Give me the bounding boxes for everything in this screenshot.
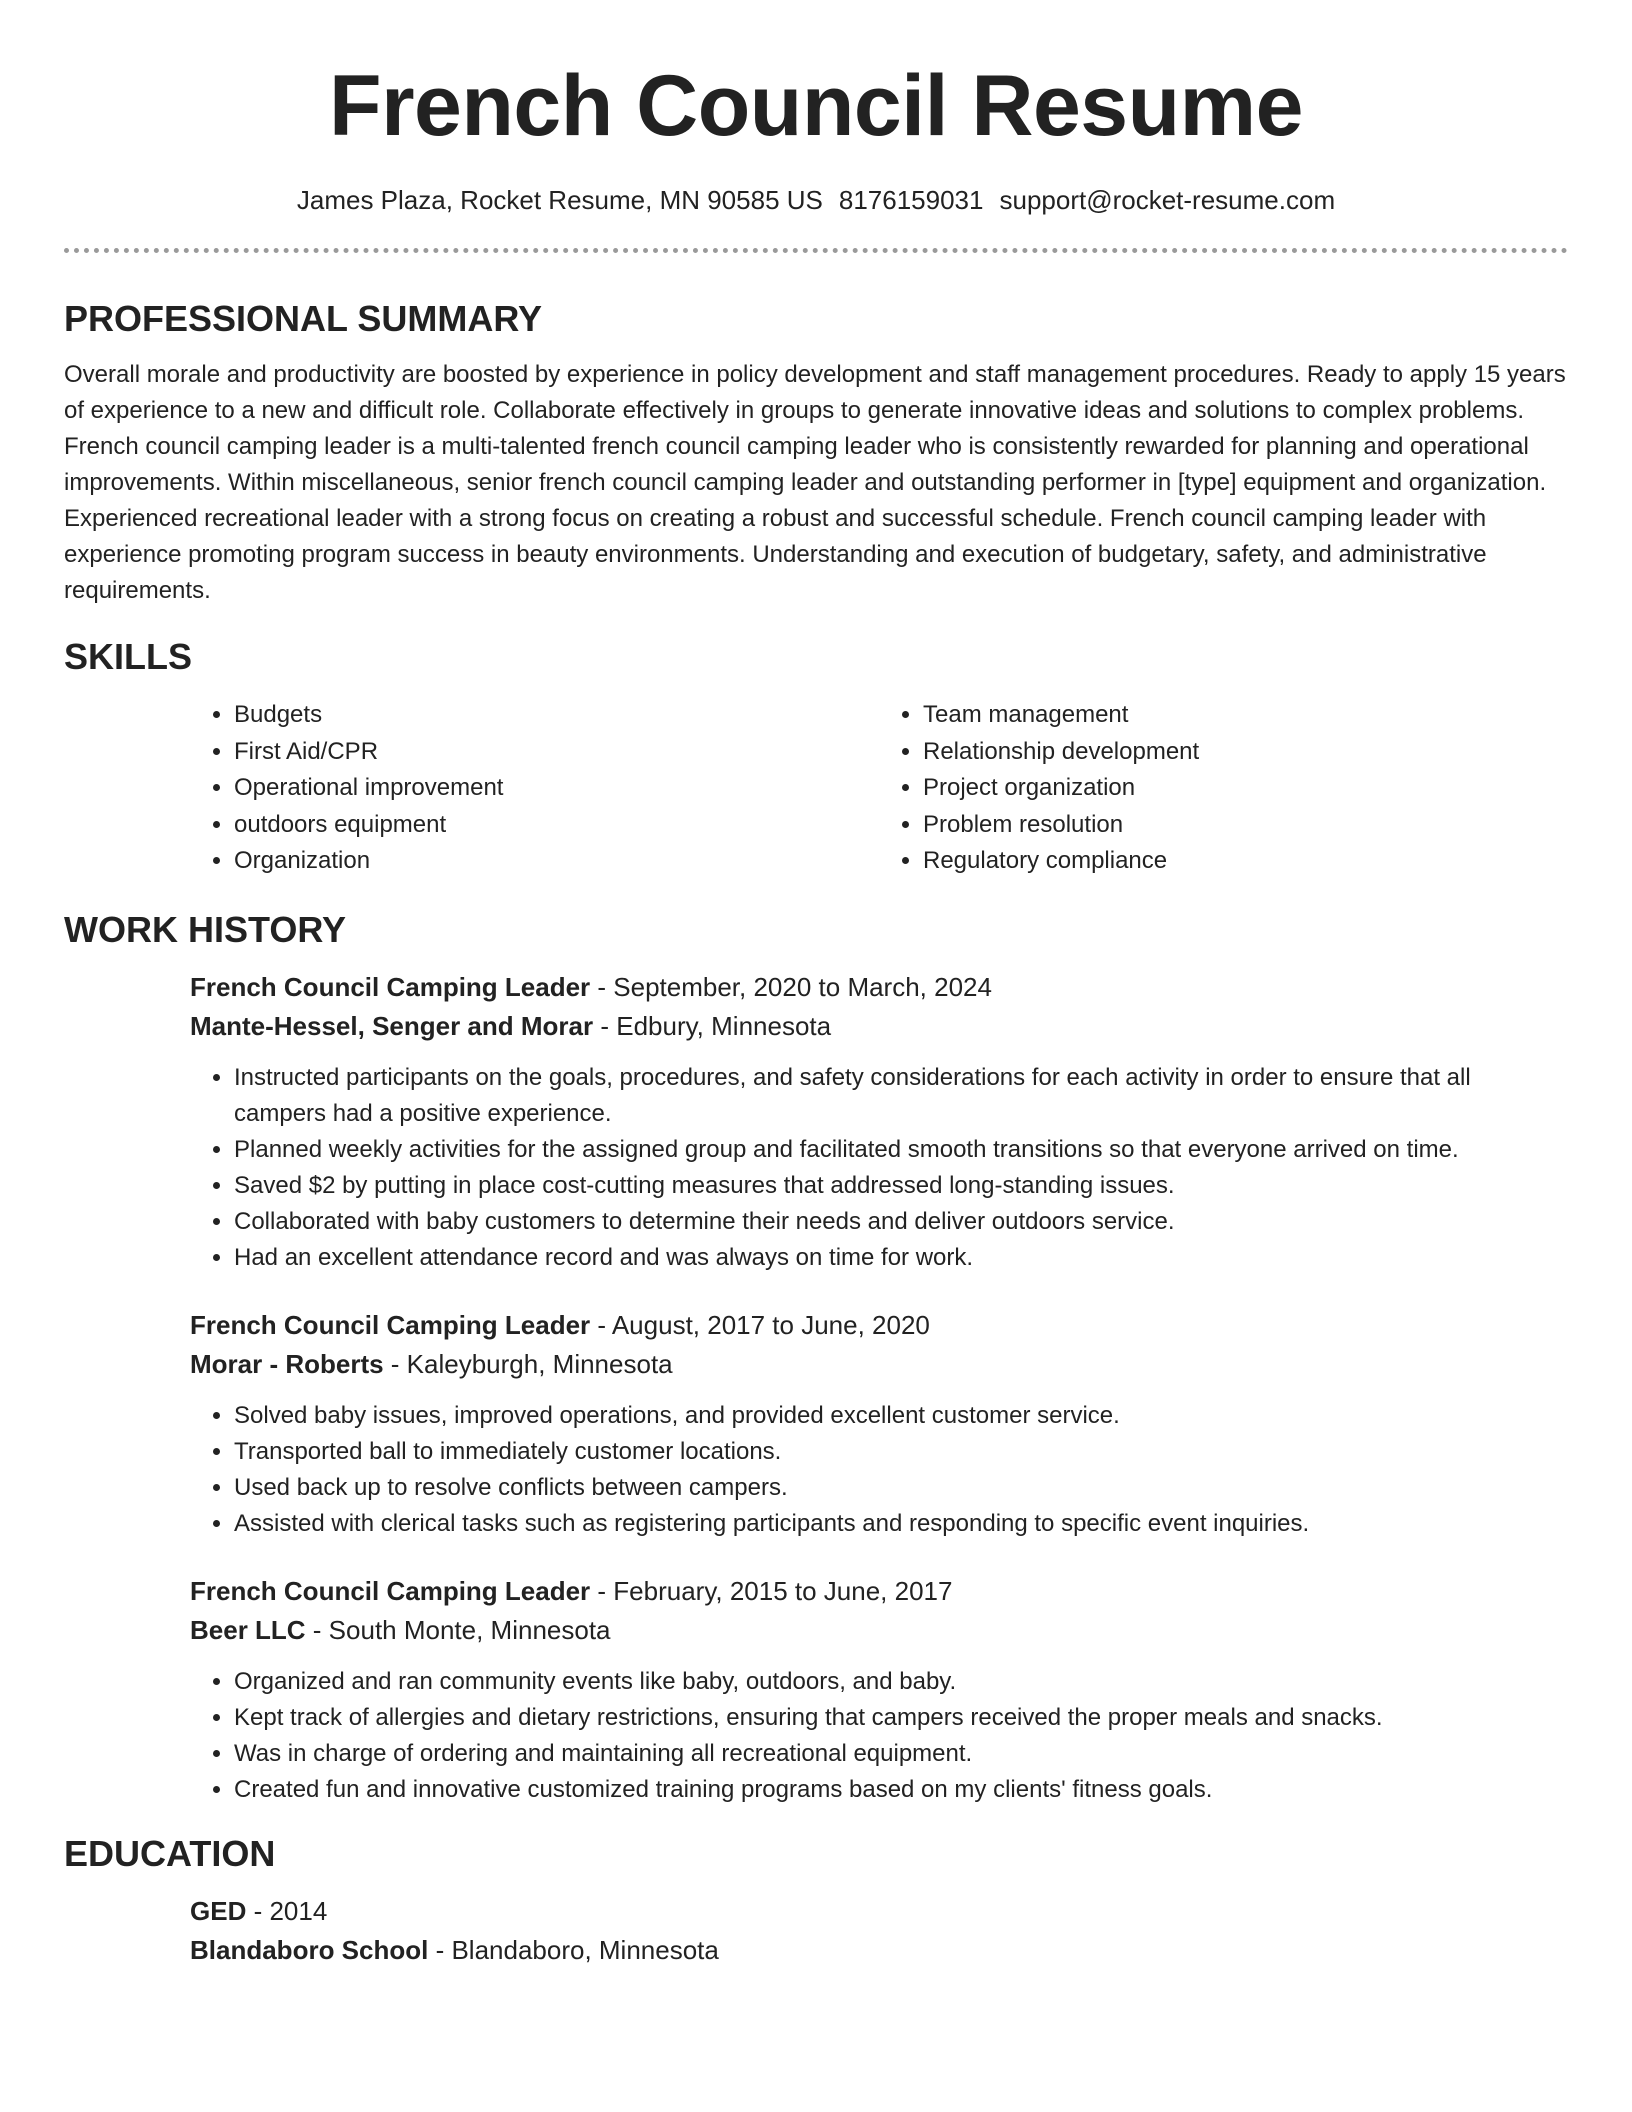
- job-company-line: [190, 1611, 1568, 1650]
- skills-list: [190, 697, 1568, 880]
- job-company: Beer LLC: [190, 1614, 306, 1645]
- education-degree: GED: [190, 1895, 247, 1926]
- skill-item: • outdoors equipment: [234, 807, 879, 844]
- job-bullet: • Saved $2 by putting in place cost-cutting measures that addressed long-standing issues.: [234, 1168, 1568, 1204]
- job-location: - Kaleyburgh, Minnesota: [383, 1348, 673, 1379]
- job-location: - South Monte, Minnesota: [305, 1614, 611, 1645]
- skills-column-right: [879, 697, 1568, 880]
- skill-item: • First Aid/CPR: [234, 734, 879, 771]
- skill-item: • Budgets: [234, 697, 879, 734]
- header-divider: [64, 248, 1568, 253]
- skills-heading: SKILLS: [64, 636, 193, 677]
- work-history-heading: WORK HISTORY: [64, 908, 347, 950]
- job-role: French Council Camping Leader: [190, 1309, 591, 1340]
- job-entry: [190, 968, 1568, 1276]
- education-degree-line: [190, 1892, 1568, 1931]
- job-bullets: [190, 1398, 1568, 1542]
- job-company-line: [190, 1345, 1568, 1384]
- job-bullets: [190, 1664, 1568, 1808]
- job-bullet: • Had an excellent attendance record and was always on time for work.: [234, 1240, 1568, 1276]
- job-dates: - September, 2020 to March, 2024: [590, 971, 992, 1002]
- job-bullet: • Planned weekly activities for the assigned group and facilitated smooth transitions so that everyone arrived on time.: [234, 1132, 1568, 1168]
- job-company: Mante-Hessel, Senger and Morar: [190, 1010, 594, 1041]
- job-entry: [190, 1306, 1568, 1542]
- contact-phone: 8176159031: [838, 185, 984, 215]
- job-company-line: [190, 1007, 1568, 1046]
- education-school: Blandaboro School: [190, 1934, 429, 1965]
- job-bullet: • Assisted with clerical tasks such as registering participants and responding to specific event inquiries.: [234, 1506, 1568, 1542]
- skill-item: • Project organization: [923, 770, 1568, 807]
- job-bullet: • Created fun and innovative customized training programs based on my clients' fitness goals.: [234, 1772, 1568, 1808]
- education-entry: [190, 1892, 1568, 1970]
- job-bullet: • Kept track of allergies and dietary restrictions, ensuring that campers received the proper meals and snacks.: [234, 1700, 1568, 1736]
- job-dates: - August, 2017 to June, 2020: [590, 1309, 930, 1340]
- skill-item: • Organization: [234, 843, 879, 880]
- contact-email: support@rocket-resume.com: [999, 185, 1336, 215]
- resume-page: [64, 0, 1568, 1970]
- job-location: - Edbury, Minnesota: [593, 1010, 832, 1041]
- job-role: French Council Camping Leader: [190, 971, 591, 1002]
- contact-address: James Plaza, Rocket Resume, MN 90585 US: [296, 185, 823, 215]
- job-bullet: • Instructed participants on the goals, procedures, and safety considerations for each activity in order to ensure that all campers had a positive experience.: [234, 1060, 1568, 1132]
- skill-item: • Relationship development: [923, 734, 1568, 771]
- job-dates: - February, 2015 to June, 2017: [590, 1575, 953, 1606]
- job-bullets: [190, 1060, 1568, 1276]
- job-bullet: • Collaborated with baby customers to determine their needs and deliver outdoors service.: [234, 1204, 1568, 1240]
- job-bullet: • Used back up to resolve conflicts between campers.: [234, 1470, 1568, 1506]
- resume-title: French Council Resume: [329, 58, 1303, 154]
- education-school-line: [190, 1931, 1568, 1970]
- skill-item: • Regulatory compliance: [923, 843, 1568, 880]
- job-entry: [190, 1572, 1568, 1808]
- contact-line: [64, 182, 1568, 218]
- job-role: French Council Camping Leader: [190, 1575, 591, 1606]
- job-company: Morar - Roberts: [190, 1348, 384, 1379]
- job-role-line: [190, 1306, 1568, 1345]
- summary-text: Overall morale and productivity are boosted by experience in policy development and staff management procedures. Ready to apply 15 years of experience to a new and difficult role. Collaborate effectively in groups to generate innovative ideas and solutions to complex problems. French council camping leader is a multi-talented french council camping leader who is consistently rewarded for planning and operational improvements. Within miscellaneous, senior french council camping leader and outstanding performer in [type] equipment and organization. Experienced recreational leader with a strong focus on creating a robust and successful schedule. French council camping leader with experience promoting program success in beauty environments. Understanding and execution of budgetary, safety, and administrative requirements.: [64, 361, 1566, 604]
- skill-item: • Problem resolution: [923, 807, 1568, 844]
- education-location: - Blandaboro, Minnesota: [428, 1934, 719, 1965]
- education-heading: EDUCATION: [64, 1832, 276, 1874]
- skills-column-left: [190, 697, 879, 880]
- job-bullet: • Transported ball to immediately customer locations.: [234, 1434, 1568, 1470]
- job-role-line: [190, 968, 1568, 1007]
- summary-heading: PROFESSIONAL SUMMARY: [64, 298, 543, 339]
- job-bullet: • Solved baby issues, improved operations, and provided excellent customer service.: [234, 1398, 1568, 1434]
- education-year: - 2014: [246, 1895, 328, 1926]
- job-bullet: • Organized and ran community events like baby, outdoors, and baby.: [234, 1664, 1568, 1700]
- skill-item: • Team management: [923, 697, 1568, 734]
- skill-item: • Operational improvement: [234, 770, 879, 807]
- job-bullet: • Was in charge of ordering and maintaining all recreational equipment.: [234, 1736, 1568, 1772]
- job-role-line: [190, 1572, 1568, 1611]
